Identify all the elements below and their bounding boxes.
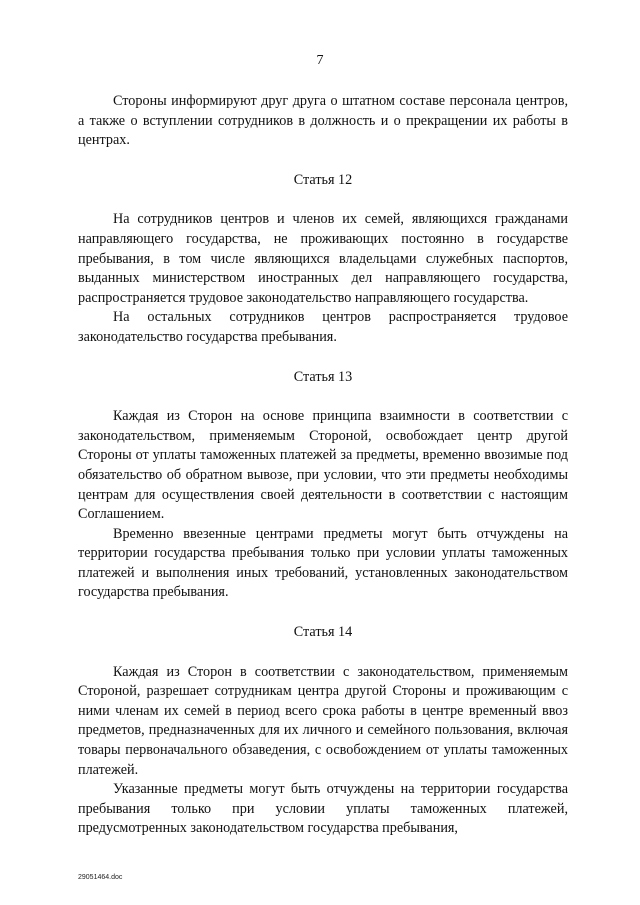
file-name-footer: 29051464.doc: [78, 874, 123, 881]
article-14-paragraph-1: Каждая из Сторон в соответствии с законодательством, применяемым Стороной, разрешает сотрудникам центра другой Стороны и проживающим с ними членам их семей в период всего срока работы в центре временный ввоз предметов, предназначенных для их личного и семейного пользования, включая товары первоначального обзаведения, с освобождением от уплаты таможенных платежей.: [78, 663, 568, 778]
article-13-paragraph-1: Каждая из Сторон на основе принципа взаимности в соответствии с законодательством, применяемым Стороной, освобождает центр другой Стороны от уплаты таможенных платежей за предметы, временно ввозимые под обязательство об обратном вывозе, при условии, что эти предметы необходимы центрам для осуществления своей деятельности в соответствии с настоящим Соглашением.: [78, 408, 568, 523]
article-12-paragraph-1: На сотрудников центров и членов их семей, являющихся гражданами направляющего государства, не проживающих постоянно в государстве пребывания, в том числе являющихся владельцами служебных паспортов, выданных министерством иностранных дел направляющего государства, распространяется трудовое законодательство направляющего государства.: [78, 211, 568, 306]
article-12-heading: Статья 12: [293, 171, 353, 188]
page-number: 7: [316, 53, 324, 68]
article-13-paragraph-2: Временно ввезенные центрами предметы могут быть отчуждены на территории государства пребывания только при условии уплаты таможенных платежей и выполнения иных требований, установленных законодательством государства пребывания.: [78, 525, 568, 601]
article-12-paragraph-2: На остальных сотрудников центров распространяется трудовое законодательство государства пребывания.: [78, 309, 568, 345]
article-14-paragraph-2: Указанные предметы могут быть отчуждены на территории государства пребывания только при условии уплаты таможенных платежей, предусмотренных законодательством государства пребывания,: [78, 781, 568, 837]
article-13-heading: Статья 13: [293, 368, 353, 385]
intro-paragraph: Стороны информируют друг друга о штатном составе персонала центров, а также о вступлении сотрудников в должность и о прекращении их работы в центрах.: [78, 93, 568, 149]
document-body: [78, 92, 568, 839]
article-14-heading: Статья 14: [293, 624, 353, 641]
